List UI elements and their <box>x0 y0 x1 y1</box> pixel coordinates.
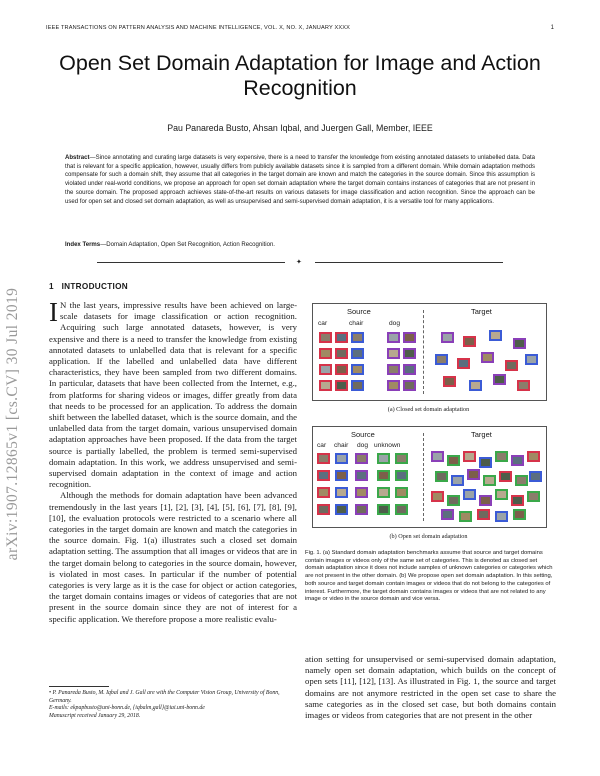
sample-thumbnail <box>457 358 470 369</box>
paragraph-2: Although the methods for domain adaptation have been advanced tremendously in the last years [1], [2], [3], [4], [5], [6], [7], [8], [9], [10], the evaluation protocols were restricted to a scenario where all categories in the target domain are known and match the categories in the source domain. Fig. 1(a) illustrates such a closed set domain adaptation setting. The assumption that all images or videos that are in the target domain belong to categories in the source domain, however, is violated in most cases. In particular if the number of potential categories is very large as it is the case for object or action categories, the target domain contains images or videos of categories that are not present in the source domain since they are not of interest for a specific application. We therefore propose a more realistic evalu- <box>49 490 297 624</box>
panel-a-category-car: car <box>318 320 328 327</box>
sample-thumbnail <box>335 487 348 498</box>
panel-b-target-title: Target <box>471 430 492 439</box>
footnote <box>49 690 297 720</box>
sample-thumbnail <box>377 487 390 498</box>
section-title: INTRODUCTION <box>61 282 128 291</box>
subcaption-b: (b) Open set domain adaptation <box>389 533 468 540</box>
sample-thumbnail <box>513 509 526 520</box>
footnote-affiliation: • P. Panareda Busto, M. Iqbal and J. Gall are with the Computer Vision Group, University of Bonn, Germany. <box>49 690 280 704</box>
subcaption-a: (a) Closed set domain adaptation <box>387 406 470 413</box>
sample-thumbnail <box>403 348 416 359</box>
sample-thumbnail <box>377 453 390 464</box>
sample-thumbnail <box>459 511 472 522</box>
sample-thumbnail <box>499 471 512 482</box>
panel-a-separator <box>423 310 424 394</box>
sample-thumbnail <box>335 470 348 481</box>
sample-thumbnail <box>395 487 408 498</box>
paper-title: Open Set Domain Adaptation for Image and Action Recognition <box>59 51 541 100</box>
section-divider <box>97 260 503 265</box>
sample-thumbnail <box>319 380 332 391</box>
sample-thumbnail <box>447 455 460 466</box>
sample-thumbnail <box>477 509 490 520</box>
sample-thumbnail <box>395 504 408 515</box>
sample-thumbnail <box>479 457 492 468</box>
index-terms-text: —Domain Adaptation, Open Set Recognition, Action Recognition. <box>100 242 275 248</box>
sample-thumbnail <box>377 470 390 481</box>
sample-thumbnail <box>489 330 502 341</box>
index-terms-label: Index Terms <box>65 242 101 248</box>
body-right-column <box>305 654 556 721</box>
figure-panel-a <box>312 303 547 401</box>
sample-thumbnail <box>335 364 348 375</box>
dropcap: I <box>49 297 58 327</box>
sample-thumbnail <box>317 453 330 464</box>
figure-panel-b <box>312 426 547 528</box>
sample-thumbnail <box>511 495 524 506</box>
sample-thumbnail <box>435 471 448 482</box>
sample-thumbnail <box>335 453 348 464</box>
sample-thumbnail <box>443 376 456 387</box>
sample-thumbnail <box>447 495 460 506</box>
section-number: 1 <box>49 282 54 291</box>
panel-b-separator <box>423 433 424 521</box>
panel-b-category-chair: chair <box>334 442 349 449</box>
sample-thumbnail <box>431 451 444 462</box>
sample-thumbnail <box>403 332 416 343</box>
sample-thumbnail <box>351 364 364 375</box>
sample-thumbnail <box>511 455 524 466</box>
sample-thumbnail <box>387 364 400 375</box>
abstract <box>65 154 535 206</box>
sample-thumbnail <box>463 336 476 347</box>
sample-thumbnail <box>355 487 368 498</box>
footnote-emails: E-mails: ekpapbusto@uni-bonn.de, {iqbalm,gall}@iai.uni-bonn.de <box>49 705 205 712</box>
sample-thumbnail <box>317 504 330 515</box>
sample-thumbnail <box>387 348 400 359</box>
sample-thumbnail <box>441 509 454 520</box>
sample-thumbnail <box>505 360 518 371</box>
sample-thumbnail <box>479 495 492 506</box>
sample-thumbnail <box>335 332 348 343</box>
sample-thumbnail <box>355 470 368 481</box>
sample-thumbnail <box>495 451 508 462</box>
sample-thumbnail <box>351 332 364 343</box>
abstract-label: Abstract <box>65 155 90 161</box>
sample-thumbnail <box>493 374 506 385</box>
sample-thumbnail <box>317 487 330 498</box>
sample-thumbnail <box>431 491 444 502</box>
panel-a-category-dog: dog <box>389 320 401 327</box>
sample-thumbnail <box>527 491 540 502</box>
sample-thumbnail <box>377 504 390 515</box>
sample-thumbnail <box>351 348 364 359</box>
sample-thumbnail <box>395 470 408 481</box>
sample-thumbnail <box>515 475 528 486</box>
sample-thumbnail <box>495 489 508 500</box>
sample-thumbnail <box>355 453 368 464</box>
sample-thumbnail <box>441 332 454 343</box>
sample-thumbnail <box>319 364 332 375</box>
sample-thumbnail <box>351 380 364 391</box>
footnote-rule <box>49 686 109 687</box>
sample-thumbnail <box>335 348 348 359</box>
sample-thumbnail <box>525 354 538 365</box>
figure-caption: Fig. 1. (a) Standard domain adaptation benchmarks assume that source and target domains contain images or videos only of the same set of categories. This is denoted as closed set domain adaptation since it does not include samples of unknown categories or categories which are not present in the other domain. (b) We propose open set domain adaptation. In this setting, both source and target domain contain images or videos that do not belong to the categories of interest. Furthermore, the target domain contains images or videos that are not related to any image or video in the source domain and vice versa. <box>305 550 553 603</box>
panel-b-category-dog: dog <box>357 442 369 449</box>
sample-thumbnail <box>495 511 508 522</box>
sample-thumbnail <box>387 332 400 343</box>
page-number: 1 <box>550 25 554 31</box>
panel-a-target-title: Target <box>471 307 492 316</box>
sample-thumbnail <box>529 471 542 482</box>
body-left-column <box>49 297 297 625</box>
sample-thumbnail <box>395 453 408 464</box>
panel-b-category-unknown: unknown <box>374 442 401 449</box>
sample-thumbnail <box>387 380 400 391</box>
sample-thumbnail <box>355 504 368 515</box>
paragraph-1: N the last years, impressive results have been achieved on large-scale datasets for image classification or action recognition. Acquiring such large annotated datasets, however, is very expensive and there is a need to transfer the knowledge from existing annotated datasets to unlabelled data that is relevant for a specific application. If the labelled and unlabelled data have different characteristics, they have been sampled from two different domains. In particular, datasets that have been collected from the Internet, e.g., from platforms for sharing videos or images, differ greatly from data that needs to be processed for an application. To address the domain shift between the labelled dataset, which is the source domain, and the unlabelled data from the target domain, various unsupervised domain adaptation approaches have been proposed. If the data from the target source is partially labelled, the problem is termed semi-supervised domain adaptation. In this work, we address unsupervised and semi-supervised domain adaptation in the context of image and action recognition. <box>49 300 297 490</box>
abstract-text: —Since annotating and curating large datasets is very expensive, there is a need to transfer the knowledge from existing annotated datasets to unlabelled data. Data that is relevant for a specific application, however, usually differs from publicly available datasets since it is sampled from a different domain. While domain adaptation methods compensate for such a domain shift, they assume that all categories in the target domain are known and match the categories in the source domain. Since this assumption is violated under real-world conditions, we propose an approach for open set domain adaptation where the target domain contains instances of categories that are not present in the source domain. The proposed approach achieves state-of-the-art results on various datasets for image classification and action recognition. Since the approach can be used for open set and closed set domain adaptation, as well as unsupervised and semi-supervised domain adaptation, it is a versatile tool for many applications. <box>65 155 535 205</box>
sample-thumbnail <box>319 332 332 343</box>
sample-thumbnail <box>403 380 416 391</box>
index-terms <box>65 242 535 248</box>
sample-thumbnail <box>463 451 476 462</box>
arxiv-stamp: arXiv:1907.12865v1 [cs.CV] 30 Jul 2019 <box>4 287 21 561</box>
sample-thumbnail <box>483 475 496 486</box>
paragraph-3: ation setting for unsupervised or semi-supervised domain adaptation, namely open set domain adaptation, which builds on the concept of open sets [11], [12], [13]. As illustrated in Fig. 1, the source and target domains are not anymore restricted in the open set case to share the same categories as in the closed set case, but both domains contain images or videos from categories that are not present in the other <box>305 654 556 721</box>
sample-thumbnail <box>319 348 332 359</box>
sample-thumbnail <box>335 380 348 391</box>
sample-thumbnail <box>513 338 526 349</box>
panel-a-category-chair: chair <box>349 320 364 327</box>
sample-thumbnail <box>481 352 494 363</box>
sample-thumbnail <box>463 489 476 500</box>
section-heading <box>49 282 128 291</box>
sample-thumbnail <box>517 380 530 391</box>
running-head: IEEE TRANSACTIONS ON PATTERN ANALYSIS AND MACHINE INTELLIGENCE, VOL. X, NO. X, JANUARY XXXX <box>46 25 350 31</box>
sample-thumbnail <box>403 364 416 375</box>
panel-b-category-car: car <box>317 442 327 449</box>
sample-thumbnail <box>467 469 480 480</box>
sample-thumbnail <box>527 451 540 462</box>
sample-thumbnail <box>435 354 448 365</box>
sample-thumbnail <box>317 470 330 481</box>
author-line: Pau Panareda Busto, Ahsan Iqbal, and Juergen Gall, Member, IEEE <box>167 123 433 133</box>
panel-b-source-title: Source <box>351 430 375 439</box>
panel-a-source-title: Source <box>347 307 371 316</box>
sample-thumbnail <box>451 475 464 486</box>
divider-diamond-icon: ✦ <box>296 258 302 266</box>
sample-thumbnail <box>469 380 482 391</box>
footnote-manuscript: Manuscript received January 29, 2018. <box>49 712 141 719</box>
sample-thumbnail <box>335 504 348 515</box>
